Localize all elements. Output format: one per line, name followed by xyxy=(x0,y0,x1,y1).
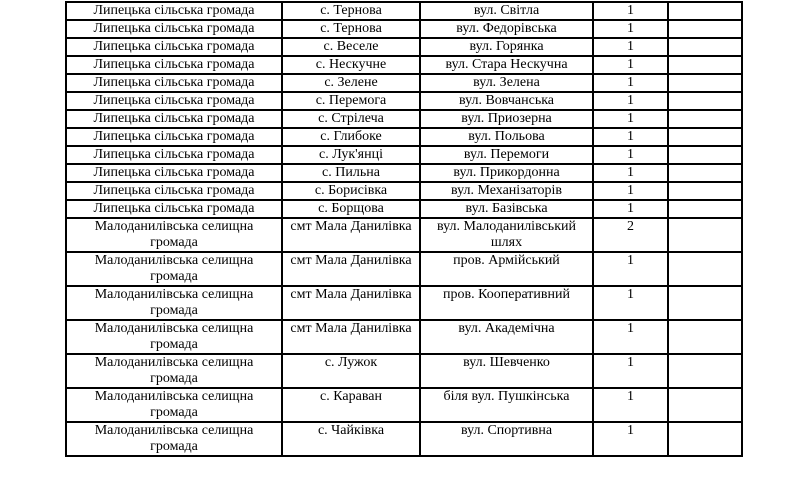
settlement-cell: с. Борщова xyxy=(282,200,420,218)
table-row xyxy=(66,320,742,354)
count-cell: 1 xyxy=(593,74,668,92)
address-table xyxy=(65,1,743,457)
table-row xyxy=(66,92,742,110)
table-row xyxy=(66,74,742,92)
notes-cell xyxy=(668,286,742,320)
street-cell: вул. Польова xyxy=(420,128,593,146)
table-row xyxy=(66,56,742,74)
count-cell: 1 xyxy=(593,200,668,218)
street-cell: вул. Перемоги xyxy=(420,146,593,164)
hromada-cell: Малоданилівська селищна громада xyxy=(66,354,282,388)
settlement-cell: с. Караван xyxy=(282,388,420,422)
street-cell: біля вул. Пушкінська xyxy=(420,388,593,422)
hromada-cell: Малоданилівська селищна громада xyxy=(66,388,282,422)
settlement-cell: с. Борисівка xyxy=(282,182,420,200)
notes-cell xyxy=(668,20,742,38)
street-cell: вул. Механізаторів xyxy=(420,182,593,200)
settlement-cell: с. Лужок xyxy=(282,354,420,388)
street-cell: вул. Приозерна xyxy=(420,110,593,128)
settlement-cell: с. Перемога xyxy=(282,92,420,110)
count-cell: 1 xyxy=(593,422,668,456)
notes-cell xyxy=(668,200,742,218)
street-cell: вул. Прикордонна xyxy=(420,164,593,182)
settlement-cell: с. Пильна xyxy=(282,164,420,182)
notes-cell xyxy=(668,182,742,200)
count-cell: 1 xyxy=(593,182,668,200)
hromada-cell: Малоданилівська селищна громада xyxy=(66,218,282,252)
notes-cell xyxy=(668,38,742,56)
street-cell: вул. Спортивна xyxy=(420,422,593,456)
table-row xyxy=(66,128,742,146)
hromada-cell: Липецька сільська громада xyxy=(66,20,282,38)
count-cell: 1 xyxy=(593,20,668,38)
table-row xyxy=(66,164,742,182)
hromada-cell: Малоданилівська селищна громада xyxy=(66,252,282,286)
hromada-cell: Липецька сільська громада xyxy=(66,92,282,110)
count-cell: 2 xyxy=(593,218,668,252)
settlement-cell: с. Лук'янці xyxy=(282,146,420,164)
hromada-cell: Липецька сільська громада xyxy=(66,200,282,218)
notes-cell xyxy=(668,164,742,182)
settlement-cell: смт Мала Данилівка xyxy=(282,218,420,252)
street-cell: вул. Шевченко xyxy=(420,354,593,388)
hromada-cell: Липецька сільська громада xyxy=(66,110,282,128)
notes-cell xyxy=(668,252,742,286)
count-cell: 1 xyxy=(593,38,668,56)
settlement-cell: с. Нескучне xyxy=(282,56,420,74)
table-row xyxy=(66,146,742,164)
hromada-cell: Малоданилівська селищна громада xyxy=(66,286,282,320)
notes-cell xyxy=(668,320,742,354)
table-row xyxy=(66,354,742,388)
hromada-cell: Липецька сільська громада xyxy=(66,56,282,74)
count-cell: 1 xyxy=(593,164,668,182)
table-row xyxy=(66,286,742,320)
street-cell: вул. Вовчанська xyxy=(420,92,593,110)
count-cell: 1 xyxy=(593,354,668,388)
settlement-cell: с. Тернова xyxy=(282,20,420,38)
hromada-cell: Липецька сільська громада xyxy=(66,38,282,56)
notes-cell xyxy=(668,422,742,456)
notes-cell xyxy=(668,388,742,422)
table-row xyxy=(66,252,742,286)
settlement-cell: с. Стрілеча xyxy=(282,110,420,128)
count-cell: 1 xyxy=(593,146,668,164)
notes-cell xyxy=(668,218,742,252)
street-cell: вул. Зелена xyxy=(420,74,593,92)
count-cell: 1 xyxy=(593,286,668,320)
table-row xyxy=(66,182,742,200)
count-cell: 1 xyxy=(593,388,668,422)
count-cell: 1 xyxy=(593,110,668,128)
settlement-cell: с. Глибоке xyxy=(282,128,420,146)
street-cell: вул. Горянка xyxy=(420,38,593,56)
count-cell: 1 xyxy=(593,2,668,20)
count-cell: 1 xyxy=(593,128,668,146)
count-cell: 1 xyxy=(593,252,668,286)
address-table-body xyxy=(66,2,742,456)
settlement-cell: с. Чайківка xyxy=(282,422,420,456)
notes-cell xyxy=(668,128,742,146)
street-cell: вул. Академічна xyxy=(420,320,593,354)
hromada-cell: Липецька сільська громада xyxy=(66,128,282,146)
hromada-cell: Малоданилівська селищна громада xyxy=(66,320,282,354)
table-row xyxy=(66,388,742,422)
table-row xyxy=(66,422,742,456)
street-cell: пров. Кооперативний xyxy=(420,286,593,320)
hromada-cell: Липецька сільська громада xyxy=(66,182,282,200)
notes-cell xyxy=(668,92,742,110)
settlement-cell: с. Зелене xyxy=(282,74,420,92)
hromada-cell: Липецька сільська громада xyxy=(66,2,282,20)
table-row xyxy=(66,20,742,38)
table-row xyxy=(66,2,742,20)
table-row xyxy=(66,38,742,56)
hromada-cell: Малоданилівська селищна громада xyxy=(66,422,282,456)
notes-cell xyxy=(668,354,742,388)
street-cell: вул. Малоданилівський шлях xyxy=(420,218,593,252)
table-row xyxy=(66,218,742,252)
hromada-cell: Липецька сільська громада xyxy=(66,74,282,92)
settlement-cell: смт Мала Данилівка xyxy=(282,320,420,354)
street-cell: вул. Стара Нескучна xyxy=(420,56,593,74)
hromada-cell: Липецька сільська громада xyxy=(66,164,282,182)
street-cell: вул. Світла xyxy=(420,2,593,20)
street-cell: вул. Федорівська xyxy=(420,20,593,38)
settlement-cell: с. Веселе xyxy=(282,38,420,56)
count-cell: 1 xyxy=(593,92,668,110)
notes-cell xyxy=(668,2,742,20)
notes-cell xyxy=(668,146,742,164)
street-cell: пров. Армійський xyxy=(420,252,593,286)
notes-cell xyxy=(668,56,742,74)
count-cell: 1 xyxy=(593,56,668,74)
table-row xyxy=(66,110,742,128)
settlement-cell: смт Мала Данилівка xyxy=(282,252,420,286)
notes-cell xyxy=(668,74,742,92)
settlement-cell: с. Тернова xyxy=(282,2,420,20)
table-row xyxy=(66,200,742,218)
notes-cell xyxy=(668,110,742,128)
count-cell: 1 xyxy=(593,320,668,354)
hromada-cell: Липецька сільська громада xyxy=(66,146,282,164)
street-cell: вул. Базівська xyxy=(420,200,593,218)
settlement-cell: смт Мала Данилівка xyxy=(282,286,420,320)
